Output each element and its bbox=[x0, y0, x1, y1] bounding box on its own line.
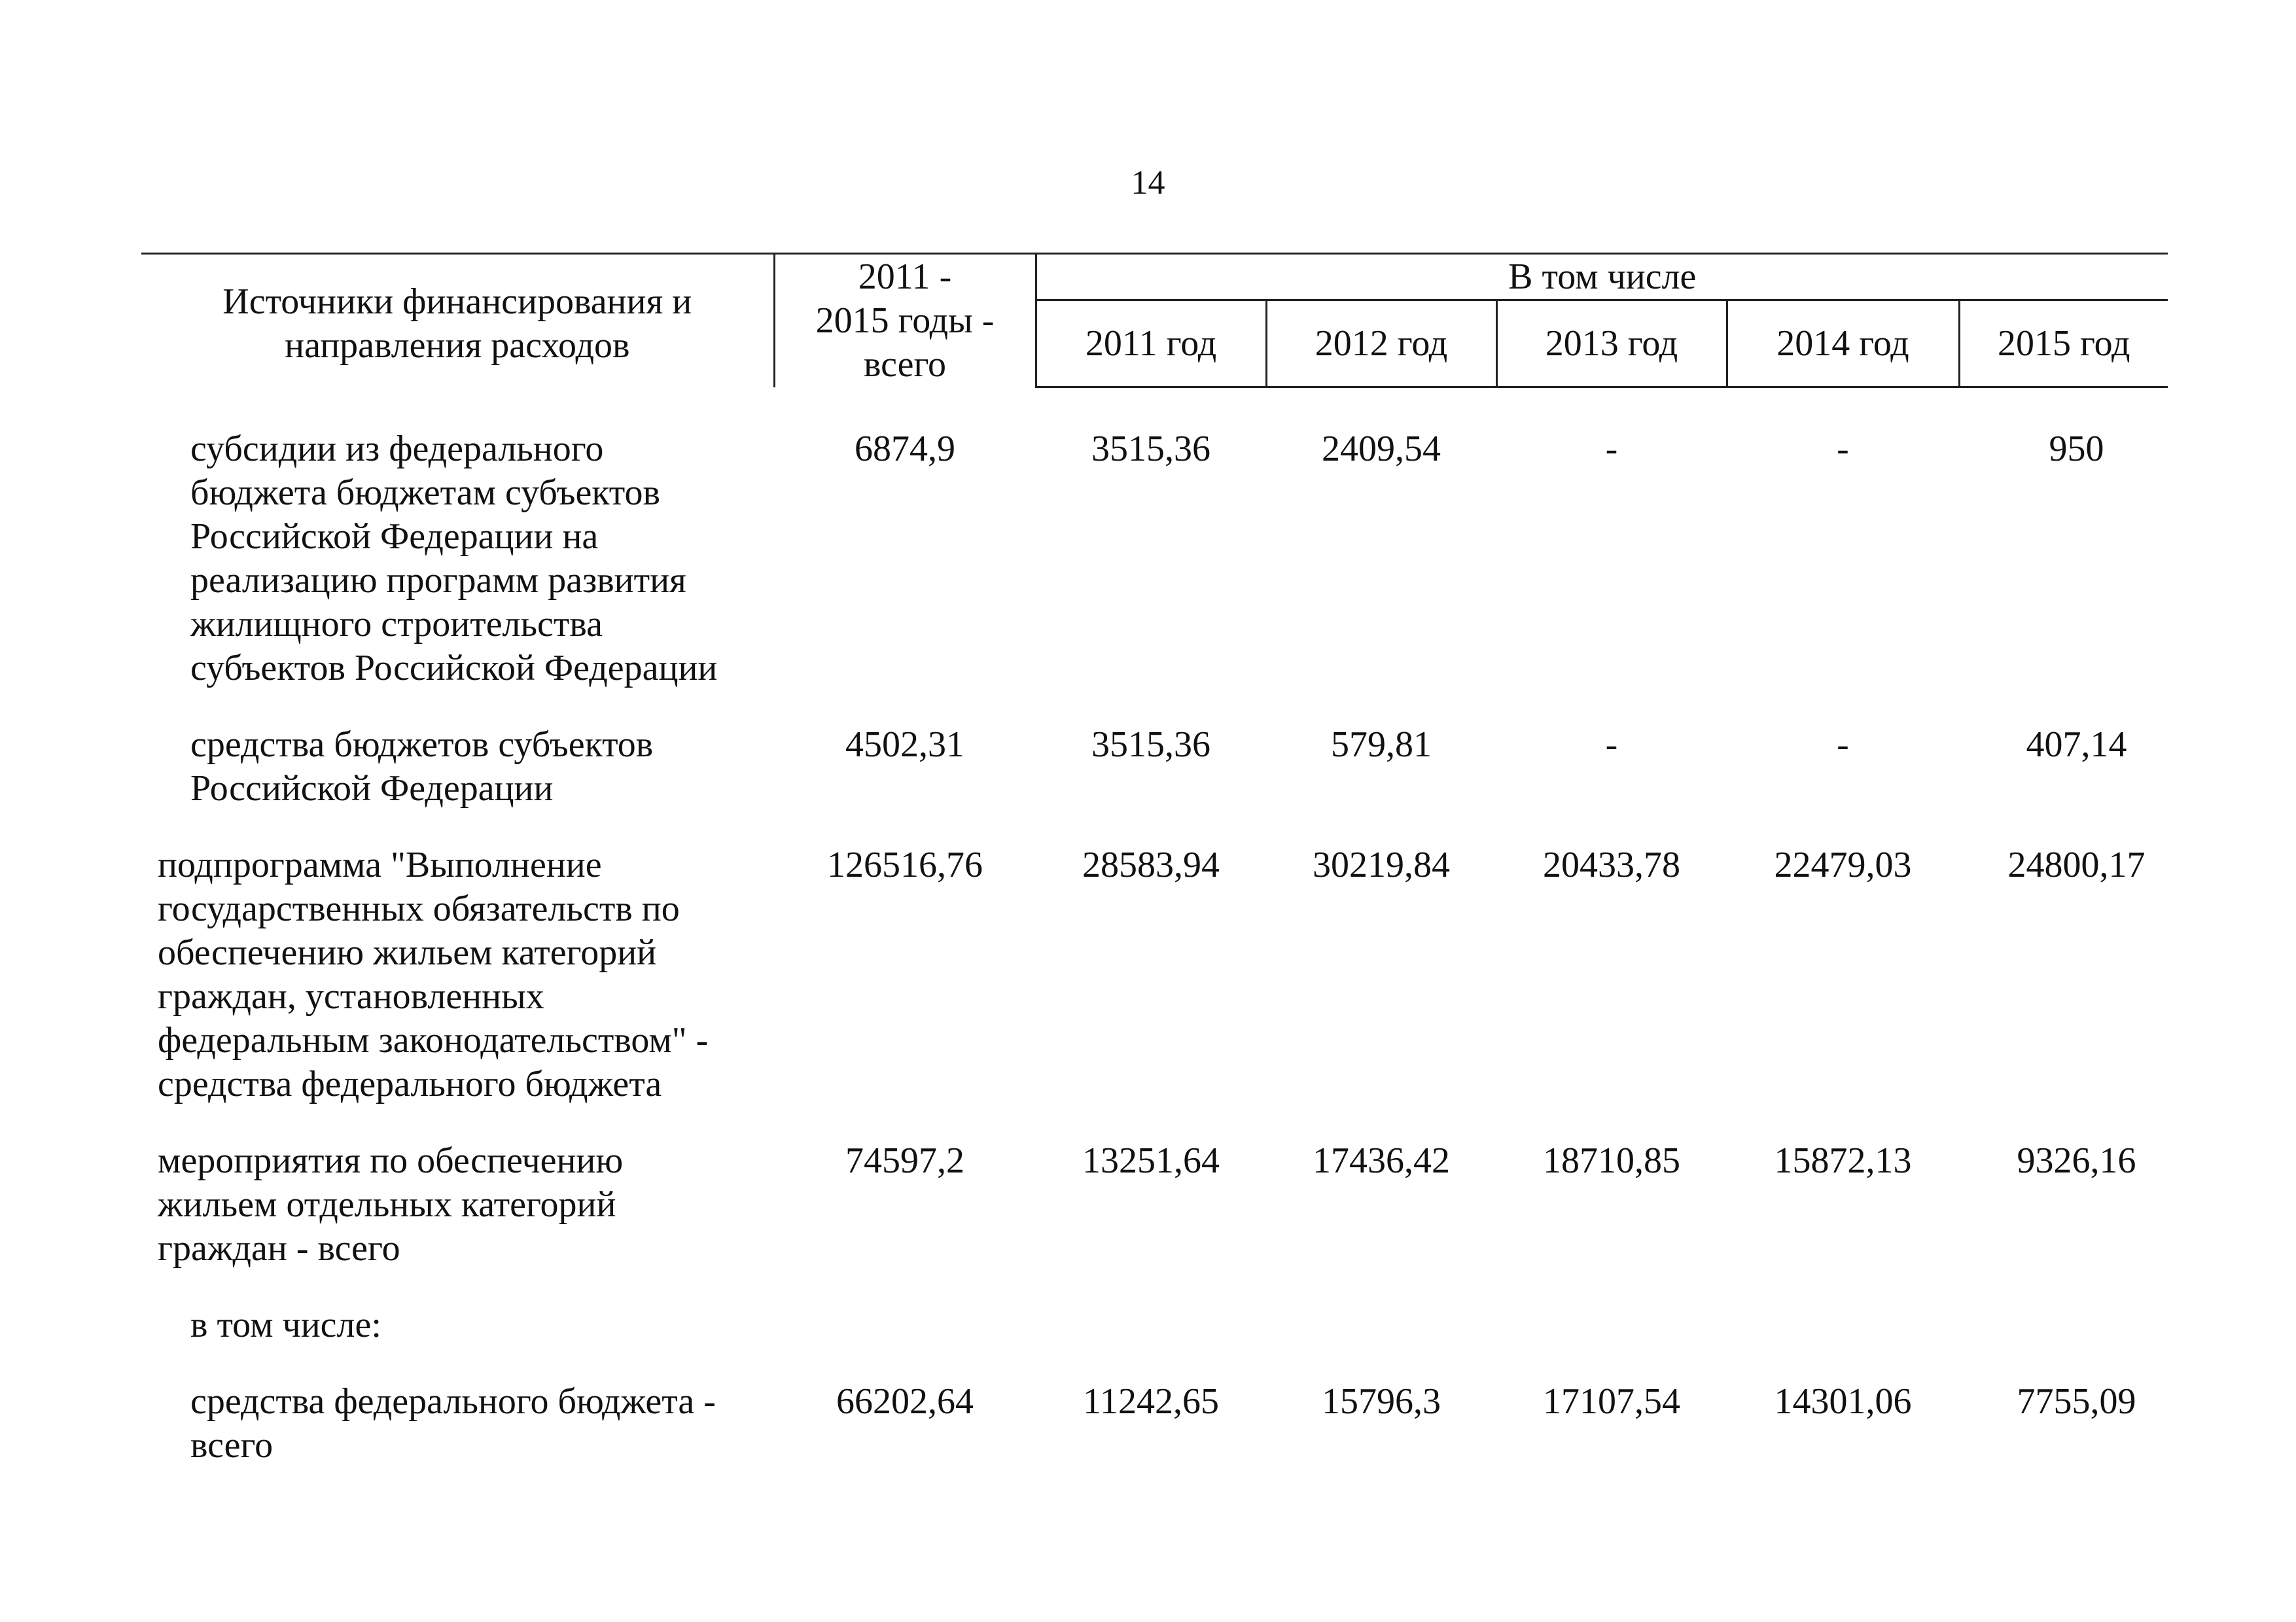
cell-2011: 3515,36 bbox=[1091, 724, 1210, 765]
header-sources: Источники финансирования и направления расходов bbox=[141, 254, 774, 387]
cell-total: 74597,2 bbox=[845, 1140, 964, 1181]
cell-2012: 579,81 bbox=[1331, 724, 1432, 765]
cell-2013: - bbox=[1605, 724, 1618, 765]
cell-2012: 15796,3 bbox=[1322, 1381, 1441, 1422]
cell-2014: - bbox=[1837, 429, 1849, 469]
row-label: в том числе: bbox=[190, 1305, 381, 1345]
table-row bbox=[141, 1139, 2168, 1303]
table-body bbox=[141, 387, 2168, 1468]
cell-2015: 407,14 bbox=[2026, 724, 2127, 765]
header-year-2015: 2015 год bbox=[1959, 300, 2168, 387]
cell-2013: 18710,85 bbox=[1543, 1140, 1680, 1181]
cell-2011: 11242,65 bbox=[1083, 1381, 1219, 1422]
cell-2013: 17107,54 bbox=[1543, 1381, 1680, 1422]
cell-2015: 9326,16 bbox=[2017, 1140, 2136, 1181]
cell-2011: 13251,64 bbox=[1082, 1140, 1220, 1181]
table-row bbox=[141, 427, 2168, 723]
row-label: подпрограмма "Выполнение государственных обязательств по обеспечению жильем категорий граждан, установленных федеральным законодательством" - средства федерального бюджета bbox=[158, 845, 709, 1104]
header-year-2014: 2014 год bbox=[1727, 300, 1959, 387]
cell-2014: 15872,13 bbox=[1774, 1140, 1912, 1181]
row-label: средства федерального бюджета - всего bbox=[190, 1381, 716, 1466]
table-row bbox=[141, 1380, 2168, 1468]
cell-total: 126516,76 bbox=[827, 845, 983, 885]
cell-total: 4502,31 bbox=[845, 724, 964, 765]
cell-2015: 950 bbox=[2049, 429, 2104, 469]
page-number: 14 bbox=[1131, 164, 1165, 202]
row-label: средства бюджетов субъектов Российской Федерации bbox=[190, 724, 654, 809]
cell-2012: 30219,84 bbox=[1313, 845, 1450, 885]
cell-2014: - bbox=[1837, 724, 1849, 765]
header-year-2011: 2011 год bbox=[1036, 300, 1266, 387]
cell-total: 6874,9 bbox=[855, 429, 955, 469]
header-year-2013: 2013 год bbox=[1496, 300, 1727, 387]
cell-2011: 3515,36 bbox=[1091, 429, 1210, 469]
row-label: мероприятия по обеспечению жильем отдельных категорий граждан - всего bbox=[158, 1140, 624, 1269]
cell-2013: 20433,78 bbox=[1543, 845, 1680, 885]
cell-2012: 2409,54 bbox=[1322, 429, 1441, 469]
header-including: В том числе bbox=[1036, 254, 2168, 300]
header-total: 2011 - 2015 годы - всего bbox=[774, 254, 1036, 387]
table-row bbox=[141, 843, 2168, 1139]
row-label: субсидии из федерального бюджета бюджетам субъектов Российской Федерации на реализацию программ развития жилищного строительства субъектов Российской Федерации bbox=[190, 429, 718, 688]
cell-2015: 24800,17 bbox=[2007, 845, 2146, 885]
financing-table bbox=[141, 253, 2168, 1468]
cell-2014: 14301,06 bbox=[1774, 1381, 1912, 1422]
table-row bbox=[141, 1303, 2168, 1380]
header-year-2012: 2012 год bbox=[1266, 300, 1496, 387]
cell-2015: 7755,09 bbox=[2017, 1381, 2136, 1422]
table-header bbox=[141, 254, 2168, 387]
cell-2013: - bbox=[1605, 429, 1618, 469]
table-row bbox=[141, 723, 2168, 843]
cell-total: 66202,64 bbox=[836, 1381, 974, 1422]
cell-2014: 22479,03 bbox=[1774, 845, 1912, 885]
cell-2011: 28583,94 bbox=[1082, 845, 1220, 885]
cell-2012: 17436,42 bbox=[1313, 1140, 1450, 1181]
